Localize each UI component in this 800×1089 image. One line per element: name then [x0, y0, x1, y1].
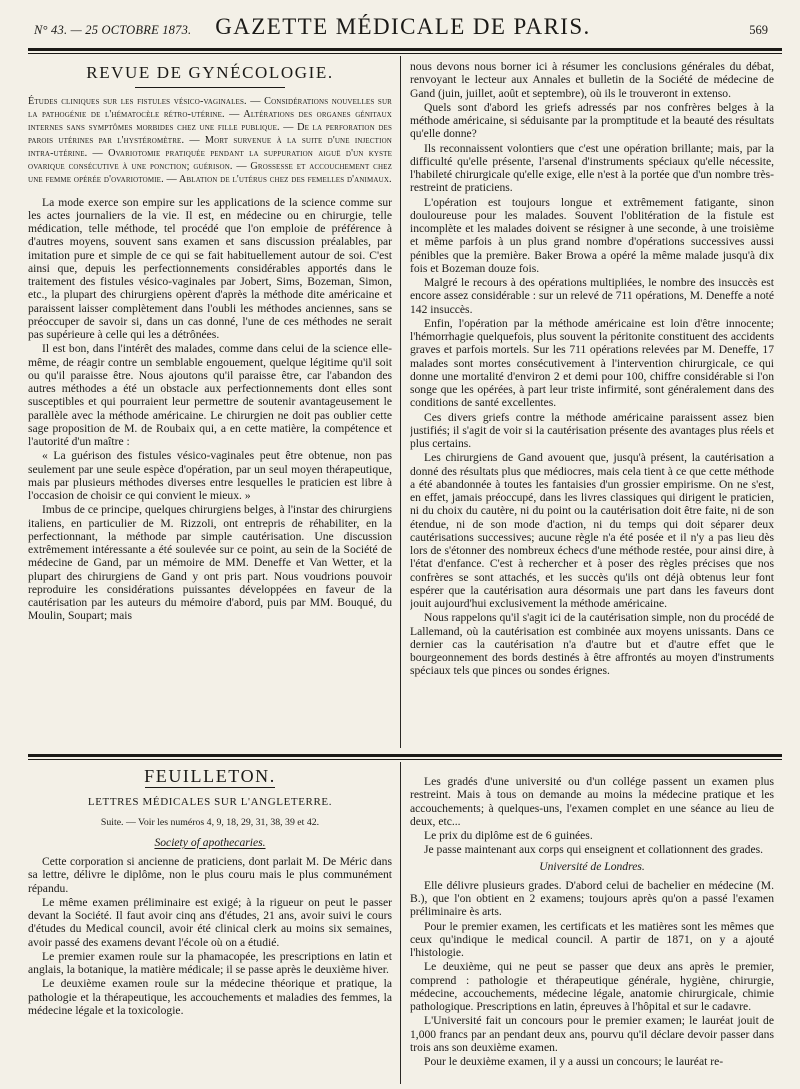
- revue-paragraph: La mode exerce son empire sur les applications de la science comme sur les actes journaliers de la vie. Il est, en médecine ou en chirurgie, telle médication, telle méthode, tel procédé que l'on emploie de préférence à d'autres moyens, souvent sans examen et sans discussion préalables, par imitation pure et simple de ce qui se fait habituellement autour de soi. C'est ainsi que, depuis les perfectionnements considérables apportés dans le traitement des fistules vésico-vaginales par Jobert, Sims, Bozeman, Simon, etc., la plupart des chirurgiens opèrent d'après la méthode dite américaine et paraissent laisser complètement dans l'oubli les méthodes anciennes, sans se préoccuper de savoir si, dans un cas donné, l'une de ces méthodes ne serait pas supérieure à celle qui les a détrônées.: [28, 195, 392, 342]
- feuilleton-paragraph: L'Université fait un concours pour le premier examen; le lauréat jouit de 1,000 francs par an pendant deux ans, pourvu qu'il déclare devoir passer dans trois ans son deuxième examen.: [410, 1014, 774, 1054]
- revue-quotation: « La guérison des fistules vésico-vaginales peut être obtenue, non pas seulement par une seule espèce d'opération, par un seul moyen thérapeutique, mais par plusieurs méthodes diverses entre lesquelles le praticien est libre à l'occasion de choisir ce qui convient le mieux. »: [28, 449, 392, 503]
- header-rule: [28, 48, 782, 51]
- feuilleton-paragraph: Le même examen préliminaire est exigé; à la rigueur on peut le passer devant la Société. Il faut avoir cinq ans d'études, 21 ans, avoir suivi le cours d'études du Medical council, avoir été clinical clerk au moins six semaines, avoir passé des examens devant l'école où on a étudié.: [28, 895, 392, 949]
- feuilleton-suite-note: Suite. — Voir les numéros 4, 9, 18, 29, 31, 38, 39 et 42.: [100, 816, 320, 828]
- revue-summary: Études cliniques sur les fistules vésico-vaginales. — Considérations nouvelles sur la pathogénie de l'hématocèle rétro-utérine. — Altérations des organes génitaux internes sans symptômes morbides chez une fille publique. — De la perforation des parois utérines par l'hystéromètre. — Mort survenue à la suite d'une injection intra-utérine. — Ovariotomie pratiquée pendant la suppuration aiguë d'un kyste ovarique consécutive à une ponction; guérison. — Grossesse et accouchement chez une femme opérée d'ovariotomie. — Ablation de l'utérus chez des femelles d'animaux.: [28, 96, 392, 185]
- feuilleton-title: FEUILLETON.: [144, 766, 276, 786]
- revue-paragraph: Imbus de ce principe, quelques chirurgiens belges, à l'instar des chirurgiens italiens, en particulier de M. Rizzoli, ont entrepris de réhabiliter, en la perfectionnant, la méthode par simple cautérisation. Une discussion extrêmement intéressante a été soulevée sur ce point, au sein de la Société de médecine de Gand, par un mémoire de MM. Deneffe et Van Wetter, et la plupart des chirurgiens de Gand y ont pris part. Nous voudrions pouvoir reproduire les considérations puissantes développées en faveur de la cautérisation par les auteurs du mémoire d'abord, puis par MM. Bouqué, du Moulin, Soupart; mais: [28, 503, 392, 623]
- revue-column-left: [28, 60, 392, 750]
- feuilleton-column-left: [28, 766, 392, 1086]
- feuilleton-paragraph: Pour le deuxième examen, il y a aussi un concours; le lauréat re-: [424, 1055, 724, 1068]
- feuilleton-paragraph: Le deuxième examen roule sur la médecine théorique et pratique, la pathologie et la thérapeutique, les accouchements et maladies des femmes, la médecine légale et la toxicologie.: [28, 977, 392, 1017]
- header-rule-thin: [28, 53, 782, 54]
- feuilleton-paragraph: Le prix du diplôme est de 6 guinées.: [424, 829, 593, 842]
- revue-paragraph: Quels sont d'abord les griefs adressés par nos confrères belges à la méthode américaine, si séduisante par la promptitude et la beauté des résultats qu'elle donne?: [410, 100, 774, 141]
- feuilleton-paragraph: Cette corporation si ancienne de praticiens, dont parlait M. De Méric dans sa lettre, délivre le diplôme, non le plus couru mais le plus communément répandu.: [28, 855, 392, 895]
- column-divider-top: [400, 56, 401, 748]
- university-heading: Université de Londres.: [539, 859, 645, 873]
- revue-paragraph: Enfin, l'opération par la méthode américaine est loin d'être innocente; l'hémorrhagie quelquefois, plus souvent la péritonite constituent des accidents graves et parfois mortels. Sur les 711 opérations relevées par M. Deneffe, 17 malades sont mortes consécutivement à l'intervention chirurgicale, ce qui donne une mortalité d'environ 2 et demi pour 100, chiffre considérable si l'on songe que les opérées, à part leur triste infirmité, sont généralement dans des conditions de santé excellentes.: [410, 316, 774, 410]
- revue-paragraph: nous devons nous borner ici à résumer les conclusions générales du débat, renvoyant le lecteur aux Annales et bulletin de la Société de médecine de Gand (juin, juillet, août et septembre), où ils le trouveront in extenso.: [410, 60, 774, 100]
- feuilleton-rule-thin: [28, 759, 782, 760]
- revue-paragraph: Nous rappelons qu'il s'agit ici de la cautérisation simple, non du procédé de Lallemand, où la cautérisation est combinée aux moyens unissants. Dans ce dernier cas la cautérisation n'a d'autre but et d'autre effet que le bourgeonnement des bords destinés à être affrontés au moyen d'instruments spéciaux tels que pinces ou sondes érignes.: [410, 611, 774, 678]
- society-heading: Society of apothecaries.: [154, 835, 266, 849]
- revue-paragraph: Malgré le recours à des opérations multipliées, le nombre des insuccès est encore assez considérable : sur un relevé de 711 opérations, M. Deneffe a noté 142 insuccès.: [410, 276, 774, 316]
- feuilleton-rule: [28, 754, 782, 757]
- column-divider-bottom: [400, 762, 401, 1084]
- title-underline: [135, 87, 285, 88]
- page-header: [28, 14, 778, 44]
- feuilleton-underline: [145, 787, 275, 788]
- revue-paragraph: L'opération est toujours longue et extrêmement fatigante, sinon douloureuse pour les malades. Souvent l'oblitération de la fistule est incomplète et les malades doivent se résigner à une seconde, à une troisième et même parfois à un plus grand nombre d'opérations successives aussi pénibles que la première. Baker Browa a opéré la même malade jusqu'à dix fois et Bozeman douze fois.: [410, 195, 774, 275]
- page-number: 569: [749, 23, 768, 37]
- issue-date: N° 43. — 25 OCTOBRE 1873.: [34, 23, 192, 37]
- feuilleton-column-right: [410, 775, 774, 1086]
- masthead-title: GAZETTE MÉDICALE DE PARIS.: [215, 14, 591, 39]
- revue-title: REVUE DE GYNÉCOLOGIE.: [86, 63, 334, 82]
- feuilleton-paragraph: Le deuxième, qui ne peut se passer que deux ans après le premier, comprend : pathologie et thérapeutique générale, hygiène, chirurgie, médecine, accouchements, médecine légale, anatomie chirurgicale, chimie pathologique. Prescriptions en latin, épreuves à l'hôpital et sur le cadavre.: [410, 960, 774, 1013]
- revue-paragraph: Ces divers griefs contre la méthode américaine paraissent assez bien justifiés; il s'agit de voir si la cautérisation présente des avantages plus réels et plus certains.: [410, 410, 774, 450]
- revue-paragraph: Ils reconnaissent volontiers que c'est une opération brillante; mais, par la difficulté qu'elle présente, l'arsenal d'instruments spéciaux qu'elle nécessite, l'habileté chirurgicale qu'elle exige, elle n'est à la portée que d'un nombre très-restreint de praticiens.: [410, 141, 774, 195]
- feuilleton-subtitle: LETTRES MÉDICALES SUR L'ANGLETERRE.: [87, 796, 333, 809]
- revue-paragraph: Il est bon, dans l'intérêt des malades, comme dans celui de la science elle-même, de réagir contre un semblable engouement, quelque légitime qu'il soit ou qu'il paraisse être. Nous ajoutons qu'il paraisse être, car l'abandon des autres méthodes a été un obstacle aux perfectionnements dont elles sont susceptibles et qui pourraient leur permettre de soutenir avantageusement le parallèle avec la méthode américaine. Le chirurgien ne doit pas oublier cette sage proposition de M. de Roubaix qui, a en cette matière, la compétence et l'autorité d'un maître :: [28, 342, 392, 449]
- feuilleton-paragraph: Elle délivre plusieurs grades. D'abord celui de bachelier en médecine (M. B.), que l'on obtient en 2 examens; toujours après qu'on a passé l'examen préliminaire ès arts.: [410, 878, 774, 919]
- revue-column-right: [410, 60, 774, 750]
- feuilleton-paragraph: Le premier examen roule sur la phamacopée, les prescriptions en latin et anglais, la botanique, la matière médicale; il se passe après le deuxième hiver.: [28, 949, 392, 976]
- feuilleton-paragraph: Pour le premier examen, les certificats et les matières sont les mêmes que ceux qu'indique le medical council. A partir de 1871, on y a ajouté l'histologie.: [410, 919, 774, 959]
- revue-paragraph: Les chirurgiens de Gand avouent que, jusqu'à présent, la cautérisation a donné des résultats plus que médiocres, mais cela tient à ce que cette méthode a été abandonnée à toutes les fantaisies d'un grossier empirisme. On ne s'est, en effet, jamais préoccupé, dans les livres classiques qui dirigent le praticien, ni du choix du cautère, ni du point ou la cautérisation doit être faite, ni de son étendue, ni de son mode d'action, ni du temps qui doit séparer deux cautérisations successives; aucune règle n'a été posée et il n'y a pas lieu dès lors de s'étonner des nombreux échecs d'une méthode restée, pour ainsi dire, à l'état d'enfance. C'est à rechercher et à poser des règles précises que nos confrères se sont attachés, et les succès qu'ils ont déjà obtenus leur font espérer que la cautérisation aura désormais une part dans les faveurs dont jouit aujourd'hui exclusivement la méthode américaine.: [410, 451, 774, 610]
- feuilleton-paragraph: Je passe maintenant aux corps qui enseignent et collationnent des grades.: [424, 843, 764, 857]
- feuilleton-paragraph: Les gradés d'une université ou d'un collége passent un examen plus restreint. Mais à tous on demande au moins la médecine pratique et les accouchements; à quelques-uns, l'examen complet en une séance au lieu de deux, etc...: [410, 775, 774, 828]
